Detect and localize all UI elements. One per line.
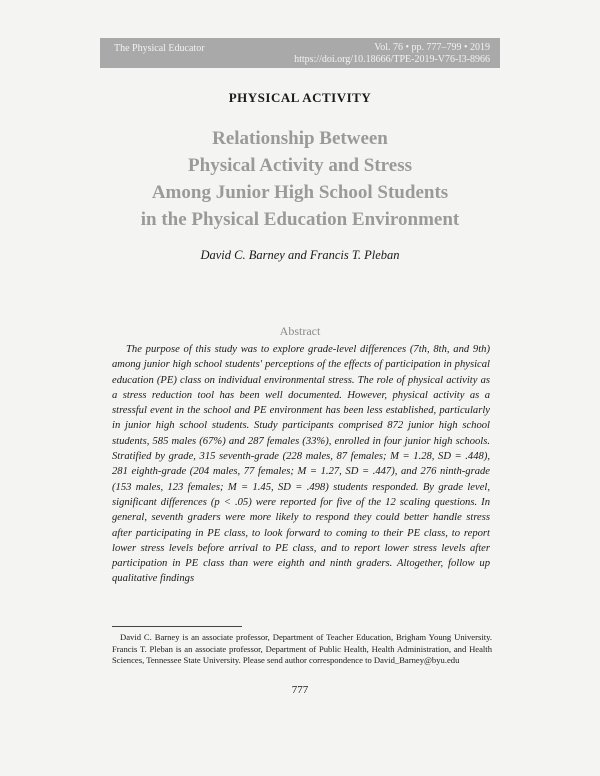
title-line: Physical Activity and Stress [188,155,412,176]
volume-pages: Vol. 76 • pp. 777–799 • 2019 [374,42,490,53]
page-number: 777 [291,684,309,696]
journal-name: The Physical Educator [114,43,205,54]
author-names: David C. Barney and Francis T. Pleban [200,248,400,262]
title-line: Among Junior High School Students [151,182,449,203]
title-line: in the Physical Education Environment [140,209,460,230]
title-line: Relationship Between [212,128,388,149]
article-title [80,125,520,233]
abstract-heading: Abstract [279,324,321,338]
footnote-divider [112,626,242,627]
section-label: PHYSICAL ACTIVITY [228,90,372,105]
doi-link[interactable]: https://doi.org/10.18666/TPE-2019-V76-I3-8966 [294,54,490,65]
journal-header-band [100,38,500,68]
author-footnote: David C. Barney is an associate professor, Department of Teacher Education, Brigham Young University. Francis T. Pleban is an associate professor, Department of Public Health, Health Administration, and Health Sciences, Tennessee State University. Please send author correspondence to David_Barney@byu.edu [112,632,492,665]
abstract-text: The purpose of this study was to explore grade-level differences (7th, 8th, and 9th) among junior high school students' perceptions of the effects of participation in physical education (PE) class on individual environmental stress. The role of physical activity as a stress reduction tool has been well documented. However, physical activity as a stressful event in the school and PE environment has been less established, particularly in junior high school students. Study participants comprised 872 junior high school students, 585 males (67%) and 287 females (33%), enrolled in four junior high schools. Stratified by grade, 315 seventh-grade (228 males, 87 females; M = 1.28, SD = .448), 281 eighth-grade (204 males, 77 females; M = 1.27, SD = .447), and 276 ninth-grade (153 males, 123 females; M = 1.45, SD = .498) students responded. By grade level, significant differences (p < .05) were reported for five of the 12 scaling questions. In general, seventh graders were more likely to respond they could better handle stress after participating in PE class, to look forward to coming to their PE class, to report lower stress levels before arrival to PE class, and to report lower stress levels after participation in PE class than were eighth and ninth graders. Altogether, follow up qualitative findings [112,344,490,585]
